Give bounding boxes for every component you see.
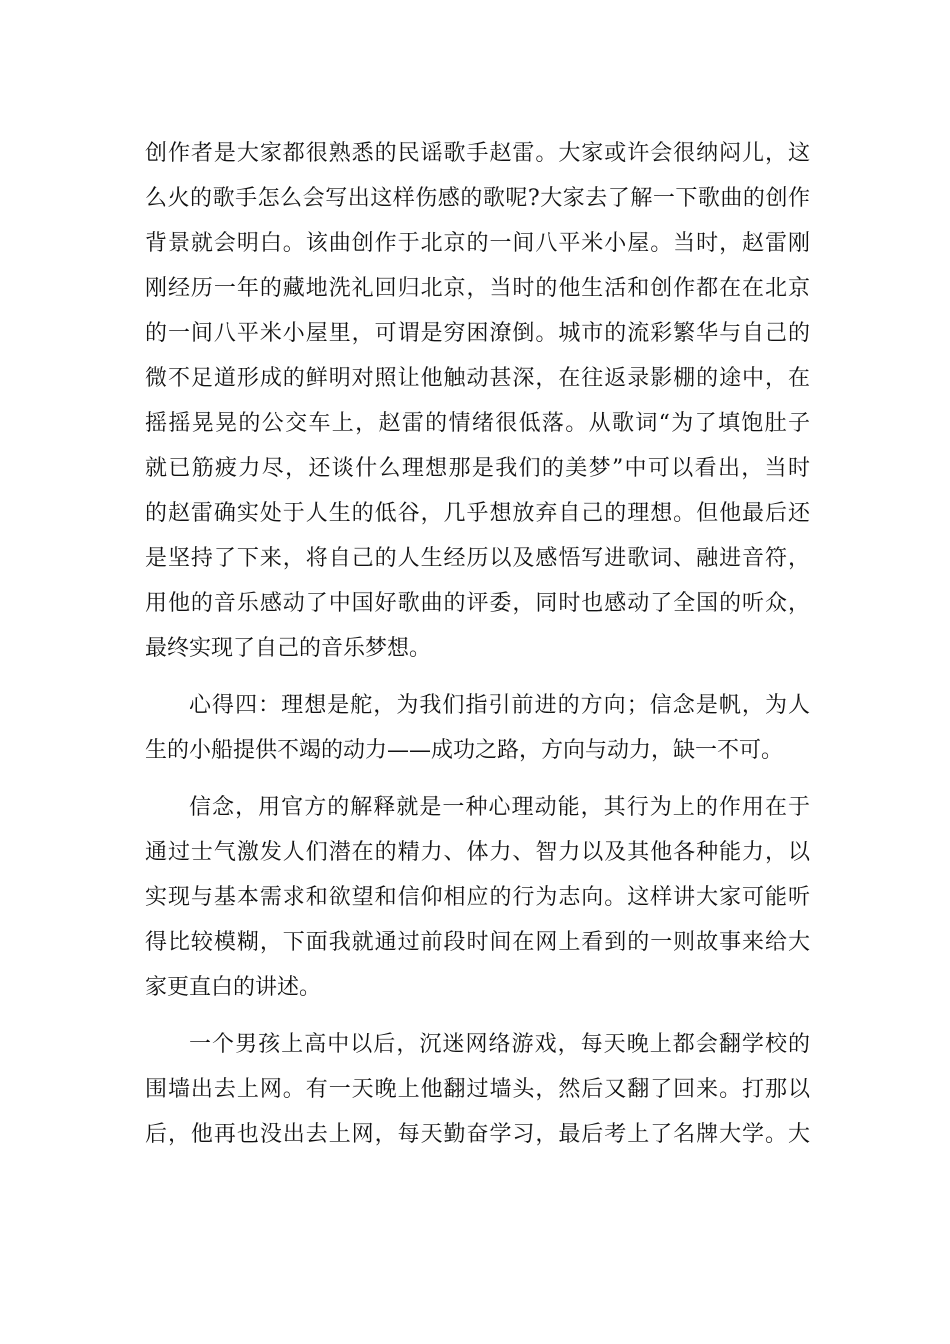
text-line: 的一间八平米小屋里，可谓是穷困潦倒。城市的流彩繁华与自己的 (145, 321, 810, 346)
text-line: 一个男孩上高中以后，沉迷网络游戏，每天晚上都会翻学校的 (189, 1032, 810, 1057)
paragraph-spacing (145, 671, 810, 683)
text-line: 是坚持了下来，将自己的人生经历以及感悟写进歌词、融进音符， (145, 546, 810, 571)
paragraph-spacing (145, 773, 810, 785)
text-line: 背景就会明白。该曲创作于北京的一间八平米小屋。当时，赵雷刚 (145, 231, 810, 256)
text-line: 实现与基本需求和欲望和信仰相应的行为志向。这样讲大家可能听 (145, 885, 810, 910)
text-line: 生的小船提供不竭的动力——成功之路，方向与动力，缺一不可。 (145, 738, 784, 763)
text-line: 创作者是大家都很熟悉的民谣歌手赵雷。大家或许会很纳闷儿，这 (145, 141, 810, 166)
text-line: 刚经历一年的藏地洗礼回归北京，当时的他生活和创作都在在北京 (145, 276, 810, 301)
text-line: 用他的音乐感动了中国好歌曲的评委，同时也感动了全国的听众， (145, 591, 810, 616)
text-line: 通过士气激发人们潜在的精力、体力、智力以及其他各种能力，以 (145, 840, 810, 865)
text-line: 信念，用官方的解释就是一种心理动能，其行为上的作用在于 (189, 795, 810, 820)
text-line: 家更直白的讲述。 (145, 975, 322, 1000)
text-line: 微不足道形成的鲜明对照让他触动甚深，在往返录影棚的途中，在 (145, 366, 810, 391)
text-line: 得比较模糊，下面我就通过前段时间在网上看到的一则故事来给大 (145, 930, 810, 955)
text-line: 么火的歌手怎么会写出这样伤感的歌呢?大家去了解一下歌曲的创作 (145, 186, 810, 211)
paragraph-2 (145, 683, 810, 773)
text-line: 的赵雷确实处于人生的低谷，几乎想放弃自己的理想。但他最后还 (145, 501, 810, 526)
text-line: 就已筋疲力尽，还谈什么理想那是我们的美梦”中可以看出，当时 (145, 456, 810, 481)
document-body (145, 131, 810, 1157)
paragraph-1 (145, 131, 810, 671)
text-line: 最终实现了自己的音乐梦想。 (145, 636, 432, 661)
text-line: 摇摇晃晃的公交车上，赵雷的情绪很低落。从歌词“为了填饱肚子 (145, 411, 810, 436)
text-line: 围墙出去上网。有一天晚上他翻过墙头，然后又翻了回来。打那以 (145, 1077, 810, 1102)
paragraph-3 (145, 785, 810, 1010)
paragraph-spacing (145, 1010, 810, 1022)
paragraph-4 (145, 1022, 810, 1157)
text-line: 心得四：理想是舵，为我们指引前进的方向；信念是帆，为人 (189, 693, 810, 718)
text-line: 后，他再也没出去上网，每天勤奋学习，最后考上了名牌大学。大 (145, 1122, 810, 1147)
